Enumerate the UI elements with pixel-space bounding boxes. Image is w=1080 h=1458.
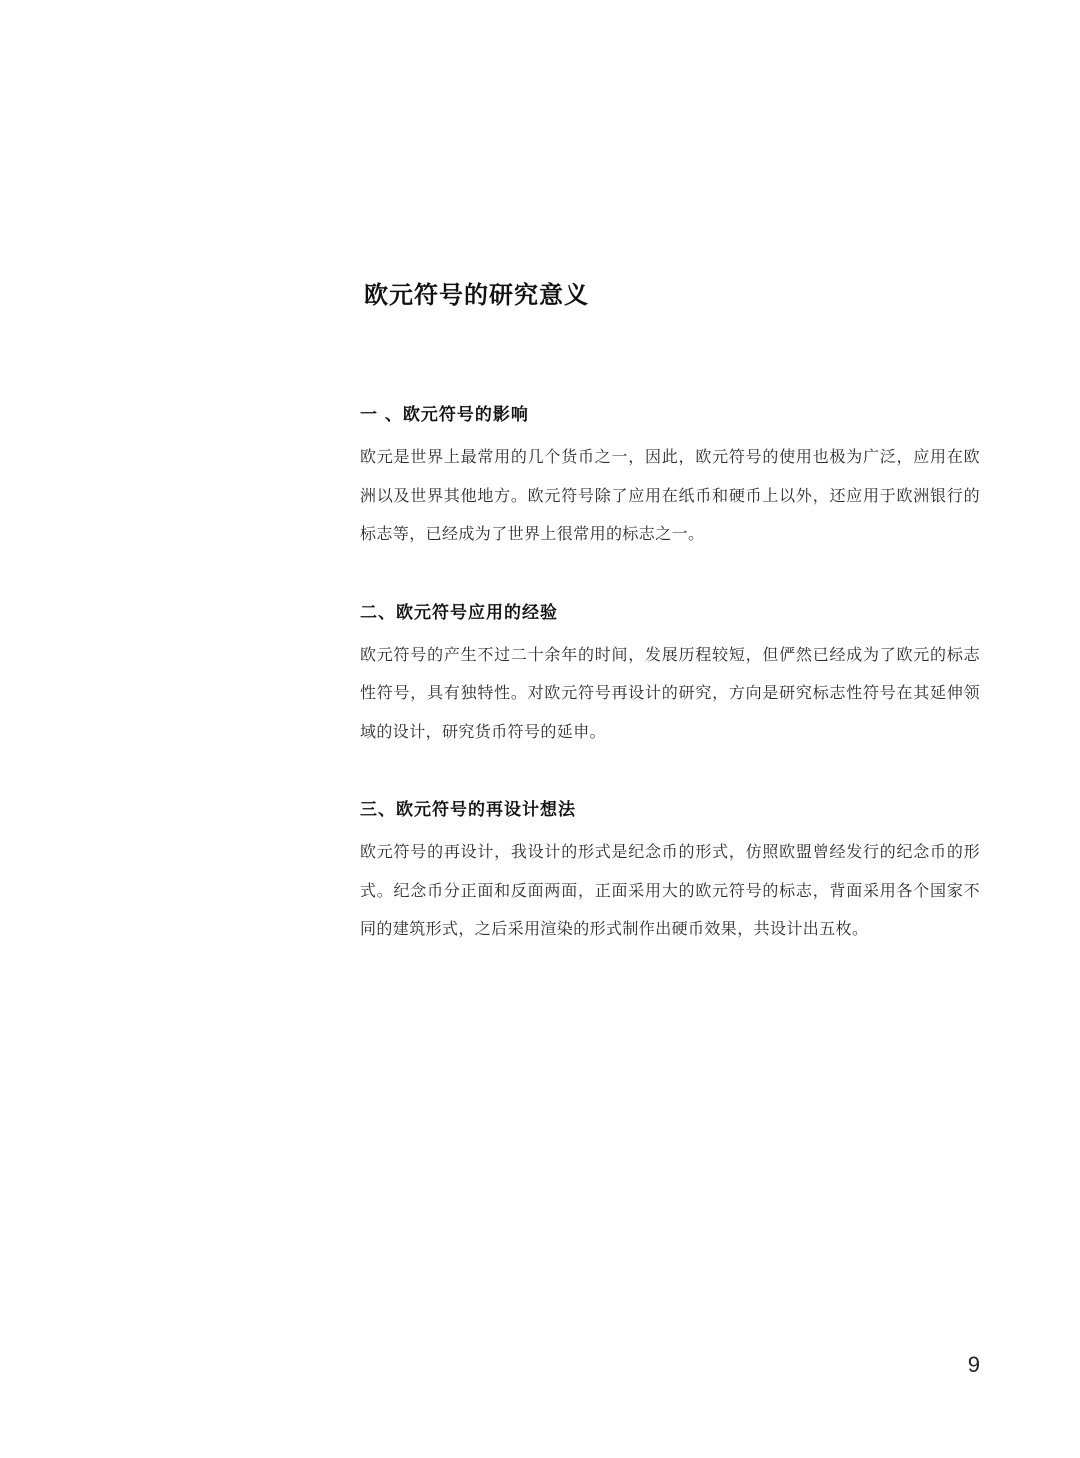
section-heading: 三、欧元符号的再设计想法 xyxy=(360,800,576,820)
page-number: 9 xyxy=(967,1352,980,1377)
section-experience xyxy=(360,598,980,752)
section-heading: 二、欧元符号应用的经验 xyxy=(360,602,558,623)
section-paragraph: 欧元是世界上最常用的几个货币之一，因此，欧元符号的使用也极为广泛，应用在欧洲以及世界其他地方。欧元符号除了应用在纸币和硬币上以外，还应用于欧洲银行的标志等，已经成为了世界上很常用的标志之一。 xyxy=(360,447,980,543)
section-paragraph: 欧元符号的产生不过二十余年的时间，发展历程较短，但俨然已经成为了欧元的标志性符号，具有独特性。对欧元符号再设计的研究，方向是研究标志性符号在其延伸领域的设计，研究货币符号的延申。 xyxy=(360,644,980,741)
section-heading: 一 、欧元符号的影响 xyxy=(360,405,529,425)
section-influence xyxy=(360,400,980,554)
page-title: 欧元符号的研究意义 xyxy=(364,281,589,309)
section-paragraph: 欧元符号的再设计，我设计的形式是纪念币的形式，仿照欧盟曾经发行的纪念币的形式。纪念币分正面和反面两面，正面采用大的欧元符号的标志，背面采用各个国家不同的建筑形式，之后采用渲染的形式制作出硬币效果，共设计出五枚。 xyxy=(360,842,980,938)
document-content xyxy=(360,400,980,993)
section-redesign-idea xyxy=(360,795,980,949)
